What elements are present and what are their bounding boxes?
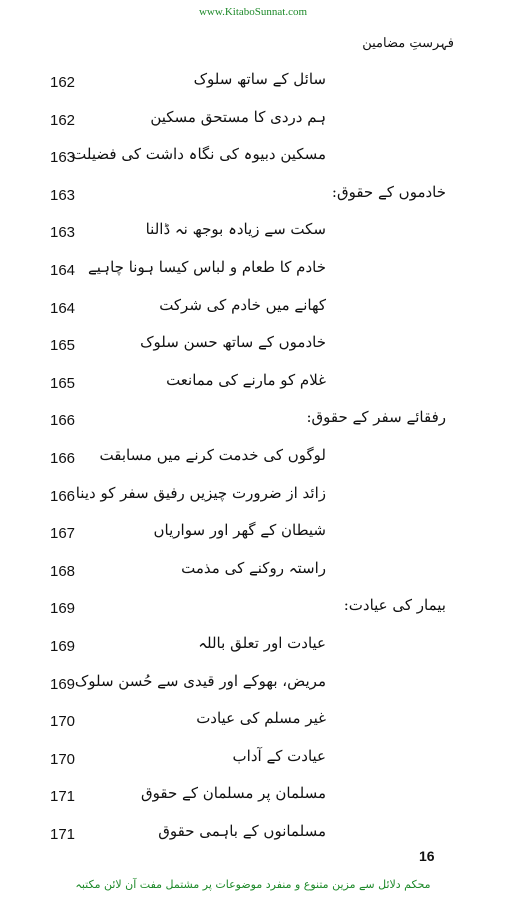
toc-entry <box>0 177 506 215</box>
toc-entry <box>0 778 506 816</box>
toc-entry-title: مسلمانوں کے باہمی حقوق <box>158 821 326 840</box>
toc-page-number: 171 <box>50 825 76 843</box>
toc-entry-title: عیادت اور تعلق باللہ <box>198 633 326 652</box>
toc-entry-title: مریض، بھوکے اور قیدی سے حُسن سلوک <box>74 671 326 690</box>
toc-entry-title: سائل کے ساتھ سلوک <box>193 70 326 88</box>
toc-page-number: 168 <box>50 562 76 580</box>
toc-page-number: 163 <box>50 186 76 204</box>
toc-entry <box>0 402 506 440</box>
toc-page-number: 165 <box>50 337 76 355</box>
toc-entry-title: کھانے میں خادم کی شرکت <box>159 295 326 314</box>
toc-page-number: 171 <box>50 788 76 806</box>
toc-page-number: 164 <box>50 261 76 279</box>
toc-section-title: رفقائے سفر کے حقوق: <box>306 408 446 427</box>
toc-entry-title: عیادت کے آداب <box>232 746 326 765</box>
toc-entry-title: غیر مسلم کی عیادت <box>196 709 326 728</box>
toc-page-number: 169 <box>50 675 76 693</box>
toc-entry <box>0 515 506 553</box>
toc-page-number: 170 <box>50 713 76 731</box>
table-of-contents <box>0 64 506 853</box>
toc-entry <box>0 440 506 478</box>
toc-entry <box>0 590 506 628</box>
toc-entry <box>0 327 506 365</box>
toc-entry <box>0 553 506 591</box>
toc-entry-title: راستہ روکنے کی مذمت <box>181 558 326 577</box>
toc-entry-title: مسلمان پر مسلمان کے حقوق <box>141 784 326 803</box>
toc-page-number: 166 <box>50 449 76 467</box>
toc-entry-title: سکت سے زیادہ بوجھ نہ ڈالنا <box>145 220 326 239</box>
toc-entry-title: زائد از ضرورت چیزیں رفیق سفر کو دینا <box>75 483 326 502</box>
toc-entry <box>0 628 506 666</box>
toc-entry-title: لوگوں کی خدمت کرنے میں مسابقت <box>99 445 326 464</box>
toc-entry-title: خادم کا طعام و لباس کیسا ہونا چاہیے <box>87 257 326 276</box>
toc-page-number: 164 <box>50 299 76 317</box>
toc-entry-title: ہم دردی کا مستحق مسکین <box>150 107 326 126</box>
toc-page-number: 162 <box>50 74 76 91</box>
toc-entry <box>0 139 506 177</box>
toc-entry <box>0 365 506 403</box>
toc-page-number: 169 <box>50 600 76 618</box>
toc-section-title: خادموں کے حقوق: <box>331 182 446 201</box>
toc-page-number: 165 <box>50 374 76 392</box>
toc-page-number: 166 <box>50 487 76 505</box>
toc-page-number: 163 <box>50 224 76 242</box>
toc-entry-title: مسکین دبیوہ کی نگاہ داشت کی فضیلت <box>72 145 326 164</box>
toc-entry <box>0 214 506 252</box>
toc-page-number: 162 <box>50 111 76 129</box>
toc-page-number: 169 <box>50 637 76 655</box>
site-url: www.KitaboSunnat.com <box>198 6 308 18</box>
toc-page-number: 170 <box>50 750 76 768</box>
toc-entry <box>0 666 506 704</box>
footer-banner: محکم دلائل سے مزین متنوع و منفرد موضوعات پر مشتمل مفت آن لائن مکتبہ <box>75 878 431 891</box>
page-number: 16 <box>419 848 435 864</box>
toc-entry <box>0 741 506 779</box>
toc-heading: فہرستِ مضامین <box>362 36 454 51</box>
toc-page-number: 166 <box>50 412 76 430</box>
toc-entry <box>0 290 506 328</box>
toc-entry-title: غلام کو مارنے کی ممانعت <box>166 370 326 389</box>
toc-entry-title: خادموں کے ساتھ حسن سلوک <box>140 333 326 352</box>
toc-section-title: بیمار کی عیادت: <box>343 596 446 615</box>
toc-entry <box>0 102 506 140</box>
toc-entry-title: شیطان کے گھر اور سواریاں <box>153 521 326 540</box>
toc-entry <box>0 64 506 102</box>
toc-entry <box>0 703 506 741</box>
toc-entry <box>0 252 506 290</box>
toc-page-number: 167 <box>50 525 76 543</box>
toc-entry <box>0 478 506 516</box>
toc-page-number: 163 <box>50 149 76 167</box>
